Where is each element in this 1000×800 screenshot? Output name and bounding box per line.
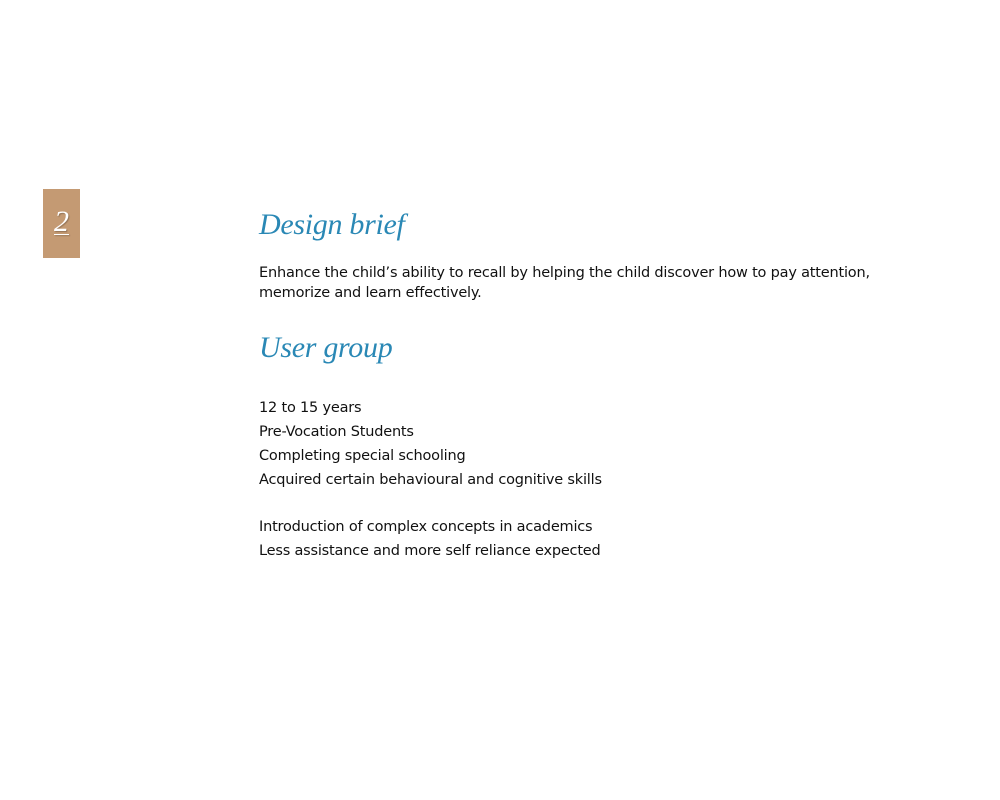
list-item: Completing special schooling xyxy=(259,448,466,464)
list-item: 12 to 15 years xyxy=(259,400,362,416)
main-content xyxy=(259,205,939,563)
list-item: Less assistance and more self reliance expected xyxy=(259,543,601,559)
user-group-list xyxy=(259,396,939,563)
design-brief-heading: Design brief xyxy=(259,208,405,241)
design-brief-text: Enhance the child’s ability to recall by helping the child discover how to pay attention, memorize and learn effectively. xyxy=(259,265,870,301)
user-group-heading: User group xyxy=(259,331,393,364)
list-item: Introduction of complex concepts in academics xyxy=(259,519,593,535)
list-item: Pre-Vocation Students xyxy=(259,424,414,440)
list-item: Acquired certain behavioural and cognitive skills xyxy=(259,472,602,488)
page-number-tab: 2 xyxy=(43,189,80,258)
